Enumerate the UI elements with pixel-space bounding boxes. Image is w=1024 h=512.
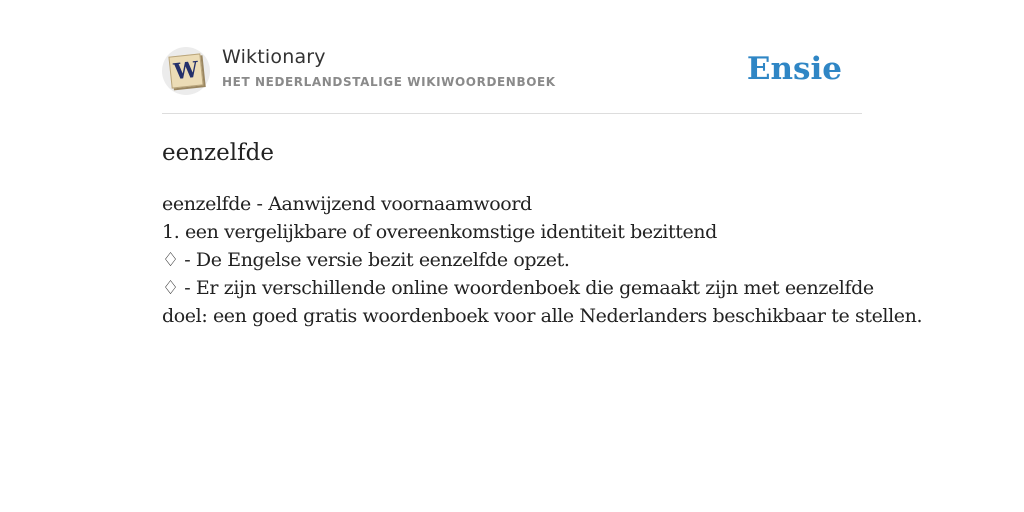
wiktionary-logo-icon[interactable] — [162, 47, 210, 95]
example-line: ♢ - De Engelse versie bezit eenzelfde opzet. — [162, 249, 570, 271]
example-line: doel: een goed gratis woordenboek voor alle Nederlanders beschikbaar te stellen. — [162, 305, 923, 327]
brand-subtitle: HET NEDERLANDSTALIGE WIKIWOORDENBOEK — [222, 75, 556, 89]
entry-title: eenzelfde — [162, 140, 274, 166]
page — [162, 0, 923, 330]
ensie-logo-link[interactable]: Ensie — [746, 51, 842, 87]
definition-line: 1. een vergelijkbare of overeenkomstige identiteit bezittend — [162, 221, 717, 243]
definition-block — [162, 190, 923, 330]
example-line: ♢ - Er zijn verschillende online woordenboek die gemaakt zijn met eenzelfde — [162, 277, 874, 299]
definition-line: eenzelfde - Aanwijzend voornaamwoord — [162, 193, 532, 215]
brand-title[interactable]: Wiktionary — [222, 46, 326, 68]
logo-tile: W — [168, 53, 203, 88]
header — [162, 45, 862, 114]
